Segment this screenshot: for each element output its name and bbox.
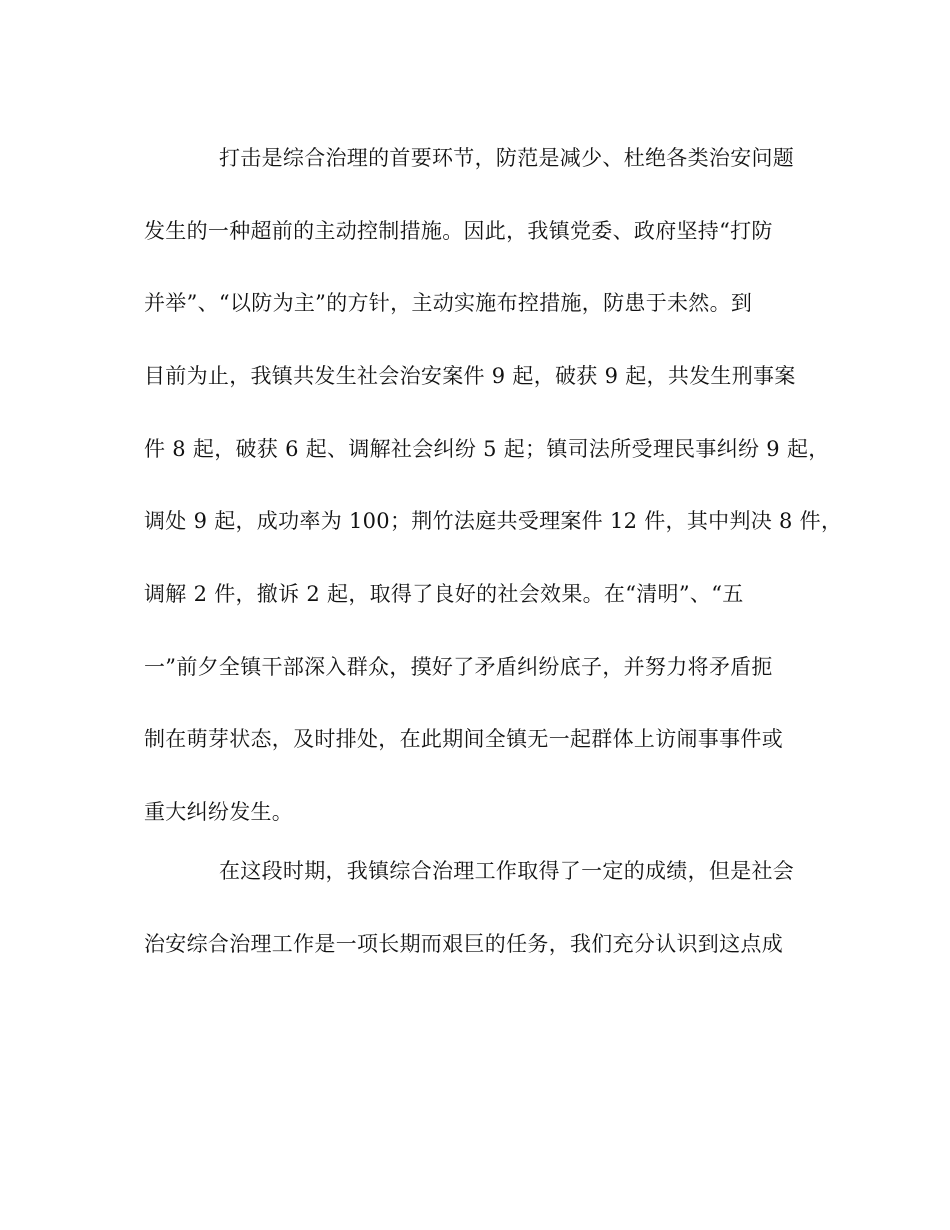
text-line: 治安综合治理工作是一项长期而艰巨的任务，我们充分认识到这点成 bbox=[144, 932, 783, 956]
text-line: 件 8 起，破获 6 起、调解社会纠纷 5 起；镇司法所受理民事纠纷 9 起， bbox=[144, 437, 830, 461]
text-line: 发生的一种超前的主动控制措施。因此，我镇党委、政府坚持“打防 bbox=[144, 219, 773, 243]
text-line: 调解 2 件，撤诉 2 起，取得了良好的社会效果。在“清明”、“五 bbox=[144, 582, 744, 606]
text-line: 重大纠纷发生。 bbox=[144, 800, 294, 824]
text-line: 在这段时期，我镇综合治理工作取得了一定的成绩，但是社会 bbox=[219, 859, 795, 883]
text-line: 一”前夕全镇干部深入群众，摸好了矛盾纠纷底子，并努力将矛盾扼 bbox=[144, 655, 773, 679]
text-line: 调处 9 起，成功率为 100；荆竹法庭共受理案件 12 件，其中判决 8 件， bbox=[144, 509, 843, 533]
text-line: 打击是综合治理的首要环节，防范是减少、杜绝各类治安问题 bbox=[219, 146, 795, 170]
text-line: 目前为止，我镇共发生社会治安案件 9 起，破获 9 起，共发生刑事案 bbox=[144, 364, 796, 388]
text-line: 制在萌芽状态，及时排处，在此期间全镇无一起群体上访闹事事件或 bbox=[144, 727, 783, 751]
text-line: 并举”、“以防为主”的方针，主动实施布控措施，防患于未然。到 bbox=[144, 291, 753, 315]
